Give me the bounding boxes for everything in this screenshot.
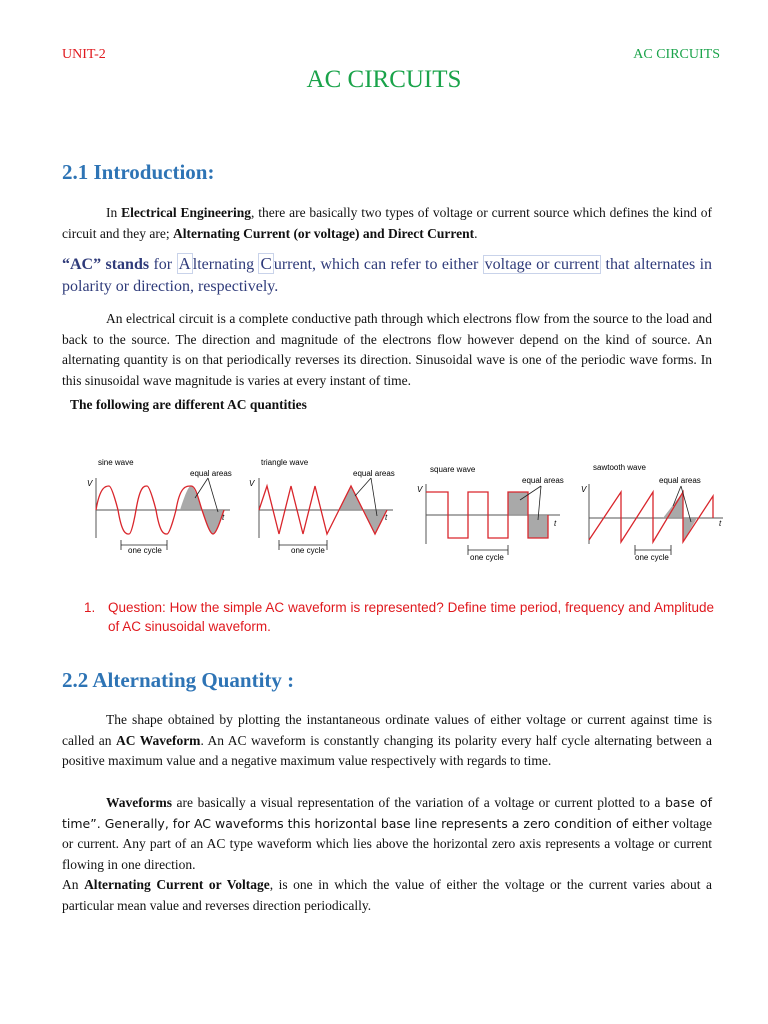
fig-title: triangle wave bbox=[261, 458, 309, 467]
fig-cycle-label: one cycle bbox=[470, 553, 504, 562]
fig-t-label: t bbox=[222, 513, 225, 522]
fig-v-label: V bbox=[581, 485, 587, 494]
fig-title: square wave bbox=[430, 465, 476, 474]
fig-v-label: V bbox=[417, 485, 423, 494]
section-heading-alternating-quantity: 2.2 Alternating Quantity : bbox=[62, 668, 295, 692]
ac-quantities-subheading: The following are different AC quantities bbox=[70, 397, 307, 412]
question-number: 1. bbox=[84, 600, 96, 615]
question-text: Question: How the simple AC waveform is represented? Define time period, frequency and Amplitude of AC sinusoidal waveform. bbox=[108, 600, 714, 634]
waveforms-paragraph: Waveforms are basically a visual representation of the variation of a voltage or current plotted to a base of time”. Generally, for AC waveforms this horizontal base line represents a zero condition of either voltage or current. Any part of an AC type waveform which lies above the horizontal zero axis represents a voltage or current flowing in one direction. bbox=[62, 795, 712, 872]
fig-v-label: V bbox=[87, 479, 93, 488]
sawtooth-wave-figure bbox=[573, 440, 733, 570]
waveform-paragraph: The shape obtained by plotting the instantaneous ordinate values of either voltage or current against time is called an AC Waveform. An AC waveform is constantly changing its polarity every half cycle alternating between a positive maximum value and a negative maximum value respectively with regards to time. bbox=[62, 712, 712, 769]
header-unit: UNIT-2 bbox=[62, 47, 106, 62]
fig-cycle-label: one cycle bbox=[635, 553, 669, 562]
section-heading-introduction: 2.1 Introduction: bbox=[62, 160, 215, 184]
header-subject: AC CIRCUITS bbox=[633, 47, 720, 62]
fig-equal-label: equal areas bbox=[659, 476, 701, 485]
alternating-current-paragraph: An Alternating Current or Voltage, is one in which the value of either the voltage or the current varies about a particular mean value and reverses direction periodically. bbox=[62, 877, 712, 913]
fig-cycle-label: one cycle bbox=[128, 546, 162, 555]
question-item bbox=[84, 598, 714, 636]
fig-equal-label: equal areas bbox=[353, 469, 395, 478]
sine-wave-figure bbox=[78, 440, 238, 570]
fig-cycle-label: one cycle bbox=[291, 546, 325, 555]
square-wave-figure bbox=[408, 440, 573, 570]
fig-title: sawtooth wave bbox=[593, 463, 646, 472]
fig-t-label: t bbox=[554, 519, 557, 528]
page-title: AC CIRCUITS bbox=[306, 66, 462, 93]
ac-definition: “AC” stands for A lternating C urrent, which can refer to either voltage or current that alternates in polarity or direction, respectively. bbox=[62, 254, 713, 295]
intro-paragraph: In Electrical Engineering, there are basically two types of voltage or current source which defines the kind of circuit and they are; Alternating Current (or voltage) and Direct Current. bbox=[62, 205, 713, 241]
fig-equal-label: equal areas bbox=[190, 469, 232, 478]
fig-v-label: V bbox=[249, 479, 255, 488]
fig-t-label: t bbox=[719, 519, 722, 528]
circuit-paragraph: An electrical circuit is a complete conductive path through which electrons flow from the source to the load and back to the source. The direction and magnitude of the electrons flow however depend on the kind of source. An alternating quantity is on that periodically reverses its direction. Sinusoidal wave is one of the periodic wave forms. In this sinusoidal wave magnitude is varies at every instant of time. bbox=[62, 311, 712, 388]
waveform-figures bbox=[78, 440, 728, 570]
fig-t-label: t bbox=[385, 513, 388, 522]
triangle-wave-figure bbox=[243, 440, 403, 570]
fig-equal-label: equal areas bbox=[522, 476, 564, 485]
fig-title: sine wave bbox=[98, 458, 134, 467]
